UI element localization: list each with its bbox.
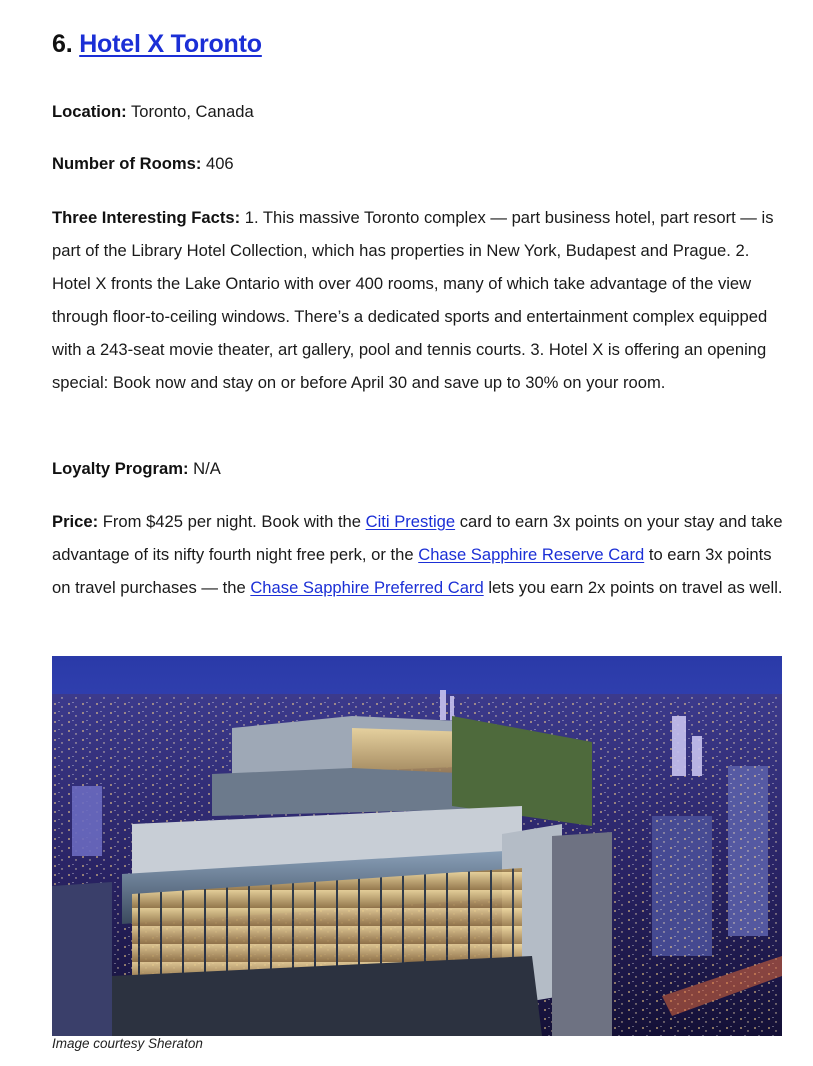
rooms-label: Number of Rooms:: [52, 154, 202, 173]
price-text-2: card to earn 3x points on your stay and take advantage of its nifty fourth night free perk, or the: [52, 512, 783, 564]
price-text-3: to earn 3x points on travel purchases — the: [52, 545, 772, 597]
citi-prestige-link[interactable]: Citi Prestige: [365, 512, 456, 531]
hotel-photo: [52, 656, 782, 1036]
loyalty-paragraph: [52, 452, 787, 485]
hotel-heading: [52, 30, 262, 59]
heading-number: 6.: [52, 30, 73, 58]
price-paragraph: [52, 505, 787, 604]
image-caption: Image courtesy Sheraton: [52, 1036, 203, 1051]
location-paragraph: [52, 95, 787, 128]
price-text-1: From $425 per night. Book with the: [102, 512, 362, 531]
location-value: Toronto, Canada: [130, 102, 254, 121]
price-label: Price:: [52, 512, 99, 531]
price-text-4: lets you earn 2x points on travel as well.: [488, 578, 783, 597]
facts-paragraph: [52, 201, 787, 399]
facts-text: 1. This massive Toronto complex — part business hotel, part resort — is part of the Library Hotel Collection, which has properties in New York, Budapest and Prague. 2. Hotel X fronts the Lake Ontario with over 400 rooms, many of which take advantage of the view through floor-to-ceiling windows. There’s a dedicated sports and entertainment complex equipped with a 243-seat movie theater, art gallery, pool and tennis courts. 3. Hotel X is offering an opening special: Book now and stay on or before April 30 and save up to 30% on your room.: [52, 208, 774, 392]
loyalty-label: Loyalty Program:: [52, 459, 189, 478]
facts-label: Three Interesting Facts:: [52, 208, 241, 227]
chase-sapphire-reserve-link[interactable]: Chase Sapphire Reserve Card: [418, 545, 645, 564]
location-label: Location:: [52, 102, 127, 121]
hotel-rooftop-illustration: [52, 656, 782, 1036]
loyalty-value: N/A: [193, 459, 221, 478]
chase-sapphire-preferred-link[interactable]: Chase Sapphire Preferred Card: [250, 578, 484, 597]
hotel-title-link[interactable]: Hotel X Toronto: [79, 30, 262, 58]
rooms-paragraph: [52, 147, 787, 180]
rooms-value: 406: [205, 154, 234, 173]
